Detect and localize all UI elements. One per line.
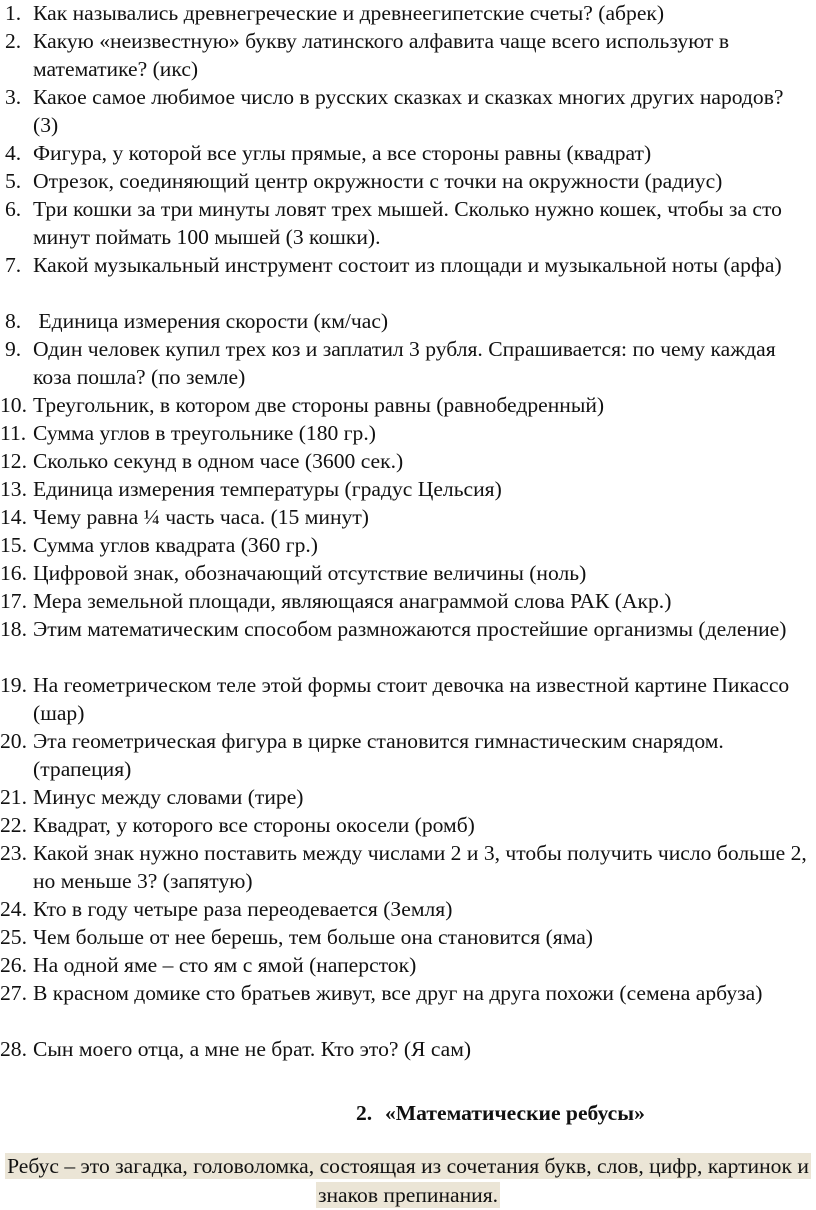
question-number: 27.	[0, 981, 27, 1005]
question-item	[0, 168, 812, 196]
question-item	[0, 84, 812, 139]
question-number: 5.	[5, 169, 22, 193]
question-item	[0, 728, 812, 783]
question-number: 19.	[0, 673, 27, 697]
question-number: 13.	[0, 477, 27, 501]
question-number: 4.	[5, 141, 22, 165]
question-item	[0, 28, 812, 83]
question-number: 9.	[5, 337, 22, 361]
question-item	[0, 812, 812, 840]
question-text: Единица измерения скорости (км/час)	[33, 309, 389, 333]
question-item	[0, 924, 812, 952]
question-item	[0, 896, 812, 924]
question-text: Отрезок, соединяющий центр окружности с точки на окружности (радиус)	[33, 169, 723, 193]
question-item	[0, 336, 812, 391]
question-text: Сколько секунд в одном часе (3600 сек.)	[33, 449, 404, 473]
question-text: Эта геометрическая фигура в цирке становится гимнастическим снарядом. (трапеция)	[33, 729, 730, 781]
question-item	[0, 1036, 812, 1064]
question-number: 23.	[0, 841, 27, 865]
question-number: 28.	[0, 1037, 27, 1061]
question-text: Кто в году четыре раза переодевается (Земля)	[33, 897, 453, 921]
question-number: 2.	[5, 29, 22, 53]
question-number: 10.	[0, 393, 27, 417]
question-text: Какой музыкальный инструмент состоит из площади и музыкальной ноты (арфа)	[33, 253, 782, 277]
question-item	[0, 0, 812, 28]
question-item	[0, 532, 812, 560]
question-number: 3.	[5, 85, 22, 109]
question-number: 6.	[5, 197, 22, 221]
question-text: В красном домике сто братьев живут, все друг на друга похожи (семена арбуза)	[33, 981, 763, 1005]
question-number: 7.	[5, 253, 22, 277]
question-text: Мера земельной площади, являющаяся анаграммой слова РАК (Акр.)	[33, 589, 672, 613]
question-item	[0, 308, 812, 336]
question-item	[0, 448, 812, 476]
question-item	[0, 672, 812, 727]
question-text: Единица измерения температуры (градус Цельсия)	[33, 477, 502, 501]
question-number: 11.	[0, 421, 27, 445]
question-text: Сумма углов в треугольнике (180 гр.)	[33, 421, 376, 445]
question-text: Чем больше от нее берешь, тем больше она становится (яма)	[33, 925, 593, 949]
question-text: Минус между словами (тире)	[33, 785, 304, 809]
question-text: Какую «неизвестную» букву латинского алфавита чаще всего используют в математике? (икс)	[33, 29, 735, 81]
question-item	[0, 784, 812, 812]
question-text: Этим математическим способом размножаются простейшие организмы (деление)	[33, 617, 787, 641]
question-text: Фигура, у которой все углы прямые, а все стороны равны (квадрат)	[33, 141, 652, 165]
question-number: 16.	[0, 561, 27, 585]
question-text: Три кошки за три минуты ловят трех мышей. Сколько нужно кошек, чтобы за сто минут поймать 100 мышей (3 кошки).	[33, 197, 788, 249]
question-text: Какой знак нужно поставить между числами 2 и 3, чтобы получить число больше 2, но меньше 3? (запятую)	[33, 841, 813, 893]
definition-text: Ребус – это загадка, головоломка, состоящая из сочетания букв, слов, цифр, картинок и знаков препинания.	[7, 1154, 809, 1207]
question-item	[0, 196, 812, 251]
question-text: Квадрат, у которого все стороны окосели (ромб)	[33, 813, 475, 837]
question-number: 22.	[0, 813, 27, 837]
question-item	[0, 252, 812, 280]
question-text: Какое самое любимое число в русских сказках и сказках многих других народов? (3)	[33, 85, 789, 137]
question-number: 17.	[0, 589, 27, 613]
question-number: 25.	[0, 925, 27, 949]
question-item	[0, 616, 812, 644]
question-number: 20.	[0, 729, 27, 753]
question-text: Сумма углов квадрата (360 гр.)	[33, 533, 318, 557]
question-text: Как назывались древнегреческие и древнеегипетские счеты? (абрек)	[33, 1, 665, 25]
question-item	[0, 588, 812, 616]
question-number: 1.	[5, 1, 22, 25]
question-item	[0, 560, 812, 588]
question-text: Один человек купил трех коз и заплатил 3 рубля. Спрашивается: по чему каждая коза пошла? (по земле)	[33, 337, 782, 389]
section-title: «Математические ребусы»	[385, 1101, 645, 1125]
question-number: 8.	[5, 309, 22, 333]
question-item	[0, 140, 812, 168]
question-item	[0, 420, 812, 448]
question-item	[0, 476, 812, 504]
rebus-definition	[0, 1152, 816, 1210]
question-item	[0, 980, 812, 1008]
question-item	[0, 952, 812, 980]
question-number: 21.	[0, 785, 27, 809]
question-item	[0, 504, 812, 532]
question-text: На одной яме – сто ям с ямой (наперсток)	[33, 953, 417, 977]
question-number: 24.	[0, 897, 27, 921]
question-text: На геометрическом теле этой формы стоит девочка на известной картине Пикассо (шар)	[33, 673, 795, 725]
question-number: 15.	[0, 533, 27, 557]
question-item	[0, 392, 812, 420]
question-number: 14.	[0, 505, 27, 529]
section-number: 2.	[356, 1101, 373, 1125]
question-text: Сын моего отца, а мне не брат. Кто это? (Я сам)	[33, 1037, 472, 1061]
question-text: Треугольник, в котором две стороны равны (равнобедренный)	[33, 393, 605, 417]
question-text: Чему равна ¼ часть часа. (15 минут)	[33, 505, 369, 529]
question-item	[0, 840, 812, 895]
question-number: 18.	[0, 617, 27, 641]
question-text: Цифровой знак, обозначающий отсутствие величины (ноль)	[33, 561, 587, 585]
question-number: 26.	[0, 953, 27, 977]
question-number: 12.	[0, 449, 27, 473]
